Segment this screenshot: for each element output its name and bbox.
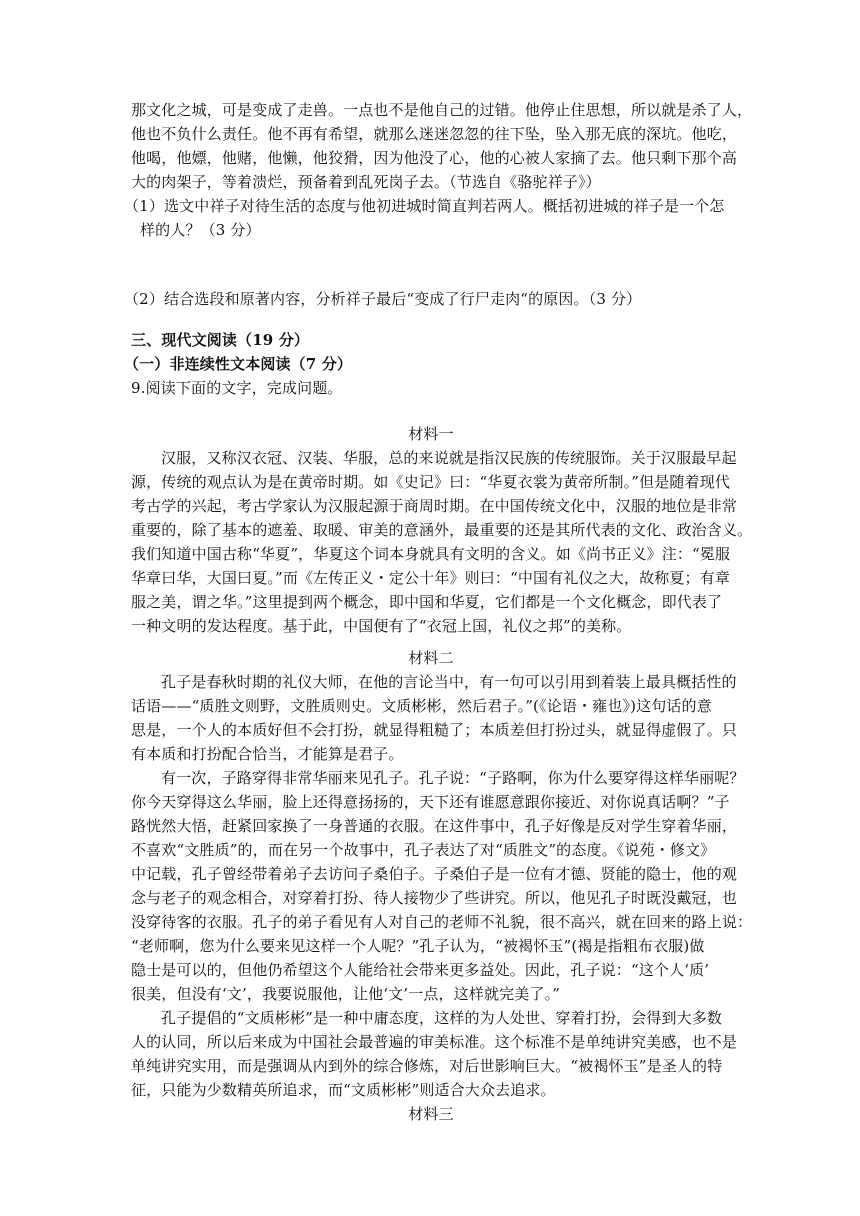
material-2-line: 中记载，孔子曾经带着弟子去访问子桑伯子。子桑伯子是一位有才德、贤能的隐士，他的观: [131, 865, 738, 883]
material-1-line: 重要的，除了基本的遮羞、取暖、审美的意涵外，最重要的还是其所代表的文化、政治含义。: [131, 521, 753, 539]
material-2-line: 隐士是可以的，但他仍希望这个人能给社会带来更多益处。因此，孔子说：“这个人‘质’: [131, 961, 710, 979]
material-2-line: 你今天穿得这么华丽，脸上还得意扬扬的，天下还有谁愿意跟你接近、对你说真话啊？”子: [131, 793, 730, 811]
material-2-line: “老师啊，您为什么要来见这样一个人呢？”孔子认为，“被褐怀玉”(褐是指粗布衣服)做: [131, 937, 705, 955]
question-1: [124, 194, 724, 242]
material-2-line: 有一次，子路穿得非常华丽来见孔子。孔子说：“子路啊，你为什么要穿得这样华丽呢？: [161, 769, 745, 787]
material-2-heading: 材料二: [408, 649, 454, 667]
material-1-line: 汉服，又称汉衣冠、汉装、华服，总的来说就是指汉民族的传统服饰。关于汉服最早起: [161, 449, 737, 467]
material-1-heading: 材料一: [408, 425, 454, 443]
material-2-line: 征，只能为少数精英所追求，而“文质彬彬”则适合大众去追求。: [131, 1081, 556, 1099]
material-3-heading: 材料三: [408, 1105, 454, 1123]
question-2: [124, 287, 724, 311]
material-2-line: 孔子提倡的“文质彬彬”是一种中庸态度，这样的为人处世、穿着打扮，会得到大多数: [161, 1009, 723, 1027]
material-2-line: 有本质和打扮配合恰当，才能算是君子。: [131, 745, 404, 763]
material-2-line: 念与老子的观念相合，对穿着打扮、待人接物少了些讲究。所以，他见孔子时既没戴冠，也: [131, 889, 738, 907]
material-1-line: 考古学的兴起，考古学家认为汉服起源于商周时期。在中国传统文化中，汉服的地位是非常: [131, 497, 738, 515]
section-title: 三、现代文阅读（19 分）: [131, 331, 310, 349]
question-2-line: （2）结合选段和原著内容，分析祥子最后“变成了行尸走肉“的原因。（3 分）: [124, 290, 642, 308]
passage-line: 大的肉架子，等着溃烂，预备着到乱死岗子去。（节选自《骆驼祥子》）: [131, 173, 601, 191]
question-1-line: 样的人？（3 分）: [140, 221, 261, 239]
material-2-line: 路恍然大悟，赶紧回家换了一身普通的衣服。在这件事中，孔子好像是反对学生穿着华丽，: [131, 817, 738, 835]
material-1-line: 华章曰华，大国曰夏。”而《左传正义・定公十年》则曰：“中国有礼仪之大，故称夏；有章: [131, 569, 730, 587]
material-2-line: 不喜欢“文胜质”的，而在另一个故事中，孔子表达了对“质胜文”的态度。《说苑・修文》: [131, 841, 716, 859]
passage-excerpt: [131, 98, 753, 194]
section-three: [124, 328, 731, 400]
section-prompt: 9.阅读下面的文字，完成问题。: [131, 379, 343, 397]
material-2-line: 很美，但没有‘文’，我要说服他，让他‘文’一点，这样就完美了。”: [131, 985, 561, 1003]
material-2: [131, 646, 753, 1126]
material-1-line: 一种文明的发达程度。基于此，中国便有了“衣冠上国，礼仪之邦”的美称。: [131, 617, 632, 635]
material-2-line: 人的认同，所以后来成为中国社会最普遍的审美标准。这个标准不是单纯讲究美感，也不是: [131, 1033, 738, 1051]
material-2-line: 话语——“质胜文则野，文胜质则史。文质彬彬，然后君子。”(《论语・雍也》)这句话的意: [131, 697, 712, 715]
question-1-line: （1）选文中祥子对待生活的态度与他初进城时简直判若两人。概括初进城的祥子是一个怎: [124, 197, 725, 215]
material-2-line: 单纯讲究实用，而是强调从内到外的综合修炼，对后世影响巨大。“被褐怀玉”是圣人的特: [131, 1057, 723, 1075]
material-1: [131, 422, 753, 638]
section-subtitle: （一）非连续性文本阅读（7 分）: [124, 355, 353, 373]
material-1-line: 源，传统的观点认为是在黄帝时期。如《史记》曰：“华夏衣裳为黄帝所制。”但是随着现代: [131, 473, 730, 491]
passage-line: 他喝，他嫖，他赌，他懒，他狡猾，因为他没了心，他的心被人家摘了去。他只剩下那个高: [131, 149, 738, 167]
passage-line: 他也不负什么责任。他不再有希望，就那么迷迷忽忽的往下坠，坠入那无底的深坑。他吃，: [131, 125, 738, 143]
material-2-line: 孔子是春秋时期的礼仪大师，在他的言论当中，有一句可以引用到着装上最具概括性的: [161, 673, 737, 691]
passage-line: 那文化之城，可是变成了走兽。一点也不是他自己的过错。他停止住思想，所以就是杀了人，: [131, 101, 753, 119]
material-1-line: 服之美，谓之华。”这里提到两个概念，即中国和华夏，它们都是一个文化概念，即代表了: [131, 593, 723, 611]
material-2-line: 思是，一个人的本质好但不会打扮，就显得粗糙了；本质差但打扮过头，就显得虚假了。只: [131, 721, 738, 739]
material-1-line: 我们知道中国古称“华夏”，华夏这个词本身就具有文明的含义。如《尚书正义》注：“冕服: [131, 545, 731, 563]
material-2-line: 没穿待客的衣服。孔子的弟子看见有人对自己的老师不礼貌，很不高兴，就在回来的路上说：: [131, 913, 753, 931]
